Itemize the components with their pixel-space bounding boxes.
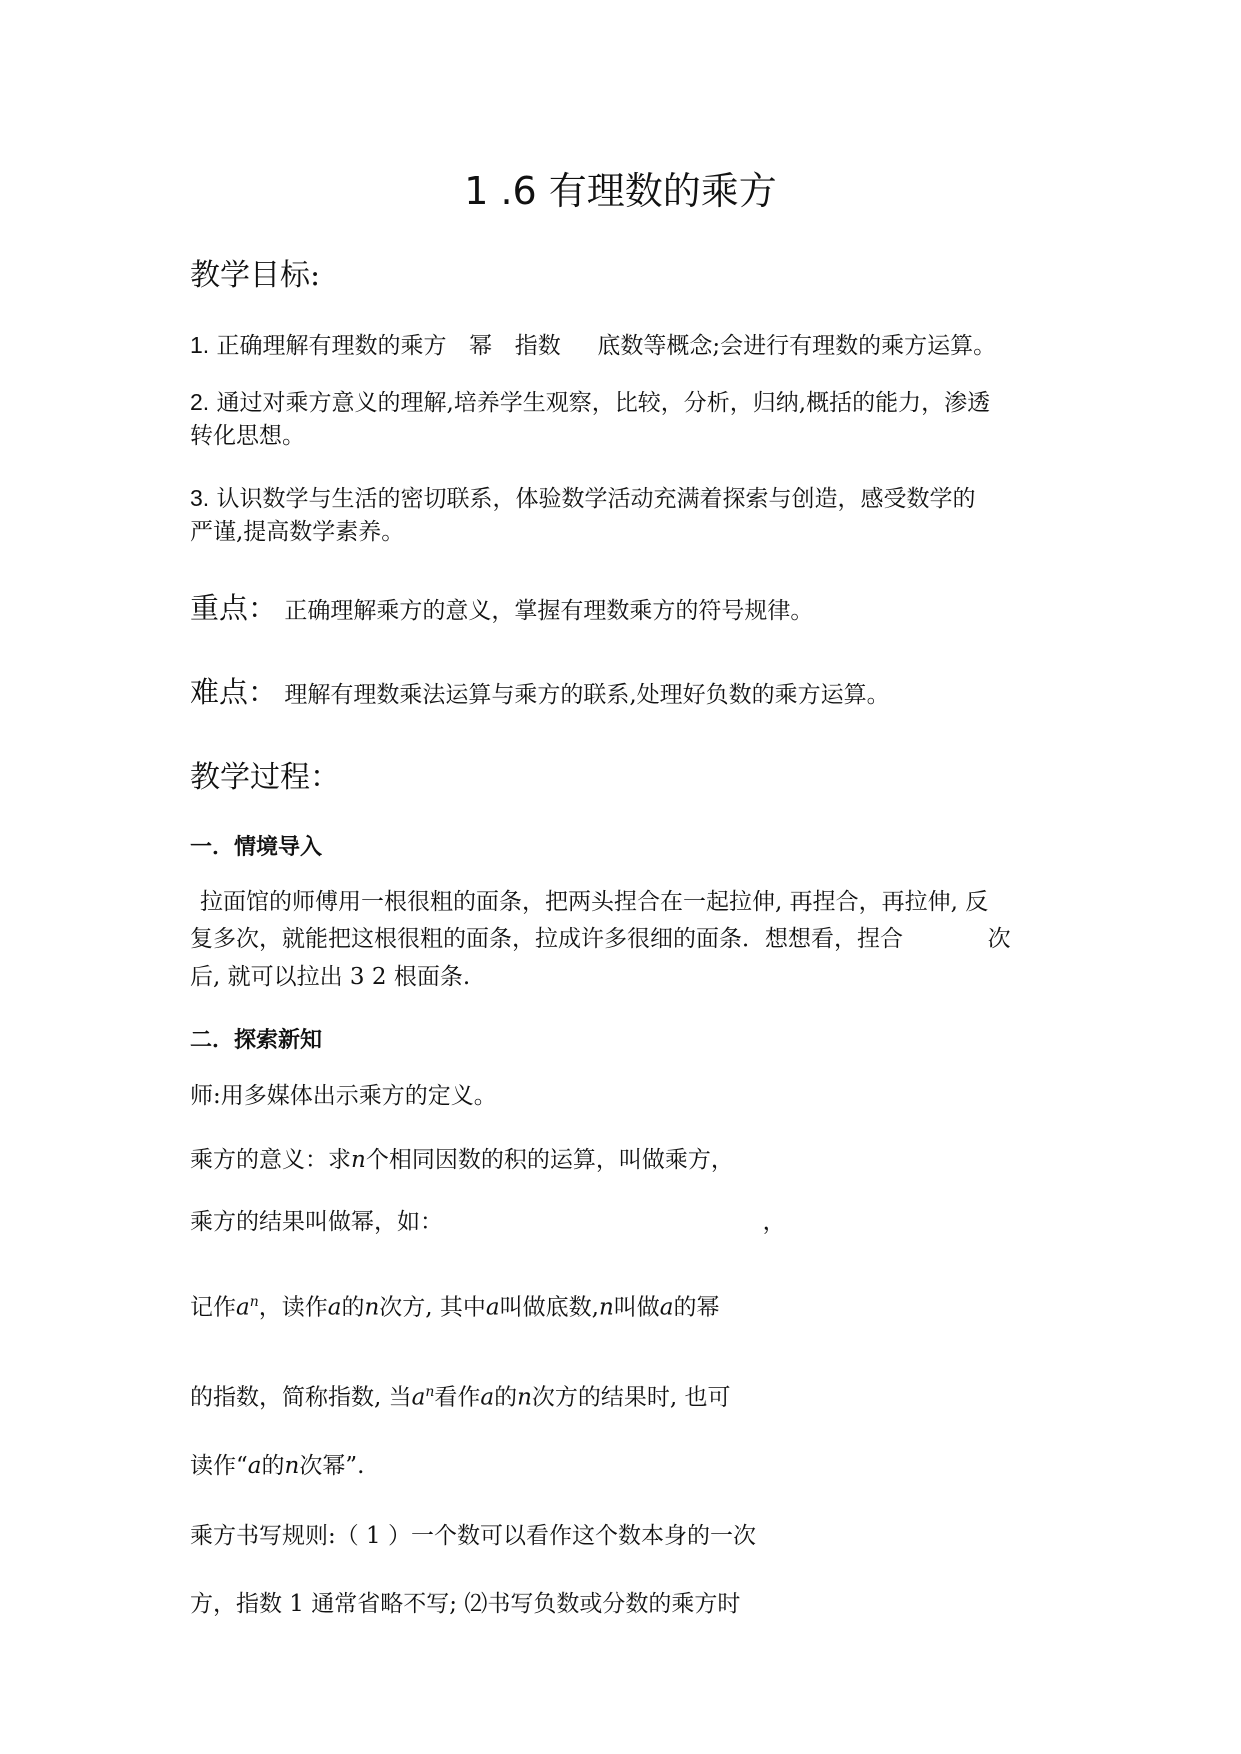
index-text-1: 的指数，简称指数, 当 <box>190 1384 412 1411</box>
section-2-heading: 二．探索新知 <box>190 1028 323 1053</box>
difficulty-text: 理解有理数乘法运算与乘方的联系,处理好负数的乘方运算。 <box>284 682 890 708</box>
objective-3-line-2: 严谨,提高数学素养。 <box>190 519 405 545</box>
read-text-2: 的 <box>261 1453 285 1479</box>
definition-var-n: n <box>351 1147 366 1173</box>
key-point <box>190 590 1060 629</box>
result-comma: ， <box>762 1209 786 1235</box>
read-text-3: 次幂”. <box>299 1453 365 1479</box>
objective-1-text-a: 正确理解有理数的乘方 <box>216 333 447 359</box>
definition-text-a: 乘方的意义：求 <box>190 1147 351 1173</box>
difficulty-label: 难点： <box>190 675 278 709</box>
objective-2-number: 2. <box>190 389 210 415</box>
section-1-line-2b: 次 <box>987 926 1011 952</box>
record-text-6: 叫做 <box>613 1294 660 1321</box>
rule-line-2: 方，指数 1 通常省略不写; ⑵书写负数或分数的乘方时 <box>190 1591 741 1617</box>
read-text-1: 读作“ <box>190 1453 248 1479</box>
record-text-5: 叫做底数, <box>499 1294 599 1321</box>
objective-1 <box>190 327 1060 364</box>
result-line <box>190 1204 1060 1240</box>
read-line <box>190 1448 1060 1484</box>
read-var-a: a <box>247 1453 262 1479</box>
objective-1-text-c: 指数 <box>514 333 561 359</box>
objective-3-line-1 <box>190 480 1060 517</box>
section-1-line-2 <box>190 921 1060 957</box>
objective-1-text-d: 底数等概念;会进行有理数的乘方运算。 <box>597 333 997 359</box>
objective-2-text-line-1: 通过对乘方意义的理解,培养学生观察，比较，分析，归纳,概括的能力，渗透 <box>216 390 991 416</box>
read-var-n: n <box>284 1453 300 1479</box>
index-line <box>190 1372 1060 1416</box>
objective-2-line-2: 转化思想。 <box>190 423 305 449</box>
record-text-3: 的 <box>341 1294 365 1321</box>
record-var-a-4: a <box>659 1294 674 1321</box>
record-text-2: ，读作 <box>258 1294 328 1321</box>
page-title: 1 .6 有理数的乘方 <box>464 169 777 213</box>
key-point-label: 重点： <box>190 591 278 625</box>
objective-1-text-b: 幂 <box>469 333 493 359</box>
record-exponent-n: n <box>249 1294 259 1310</box>
index-text-2: 看作 <box>434 1384 481 1411</box>
teacher-line: 师:用多媒体出示乘方的定义。 <box>190 1083 497 1109</box>
record-text-1: 记作 <box>190 1294 236 1321</box>
objective-2-line-1 <box>190 384 1060 421</box>
section-1-line-3: 后, 就可以拉出 3 2 根面条. <box>190 964 471 990</box>
objectives-heading: 教学目标: <box>190 258 321 293</box>
record-text-7: 的幂 <box>673 1294 720 1321</box>
objective-3-text-line-1: 认识数学与生活的密切联系，体验数学活动充满着探索与创造，感受数学的 <box>216 486 976 512</box>
record-var-a-2: a <box>327 1294 342 1321</box>
record-line <box>190 1282 1060 1326</box>
record-var-a-3: a <box>485 1294 500 1321</box>
index-var-a: a <box>411 1384 426 1411</box>
section-1-line-2a: 复多次，就能把这根很粗的面条，拉成许多很细的面条．想想看，捏合 <box>190 926 903 952</box>
section-1-line-1: 拉面馆的师傅用一根很粗的面条，把两头捏合在一起拉伸, 再捏合，再拉伸, 反 <box>200 889 989 915</box>
process-heading: 教学过程： <box>190 760 340 795</box>
index-var-n: n <box>517 1384 532 1411</box>
index-var-a-2: a <box>480 1384 495 1411</box>
index-text-3: 的 <box>494 1384 518 1411</box>
record-var-a: a <box>236 1294 250 1321</box>
objective-3-number: 3. <box>190 485 210 511</box>
objective-1-number: 1. <box>190 332 210 358</box>
index-exponent-n: n <box>425 1384 435 1400</box>
rule-line-1: 乘方书写规则:（ 1 ）一个数可以看作这个数本身的一次 <box>190 1523 757 1549</box>
record-var-n-2: n <box>598 1294 614 1321</box>
result-text: 乘方的结果叫做幂，如： <box>190 1209 443 1235</box>
record-text-4: 次方, 其中 <box>379 1294 486 1321</box>
section-1-heading: 一．情境导入 <box>190 835 323 860</box>
definition-text-b: 个相同因数的积的运算，叫做乘方， <box>365 1147 734 1173</box>
record-var-n: n <box>364 1294 380 1321</box>
index-text-4: 次方的结果时, 也可 <box>531 1384 731 1411</box>
difficulty <box>190 674 1060 713</box>
definition-line <box>190 1142 1060 1178</box>
key-point-text: 正确理解乘方的意义，掌握有理数乘方的符号规律。 <box>284 598 814 624</box>
